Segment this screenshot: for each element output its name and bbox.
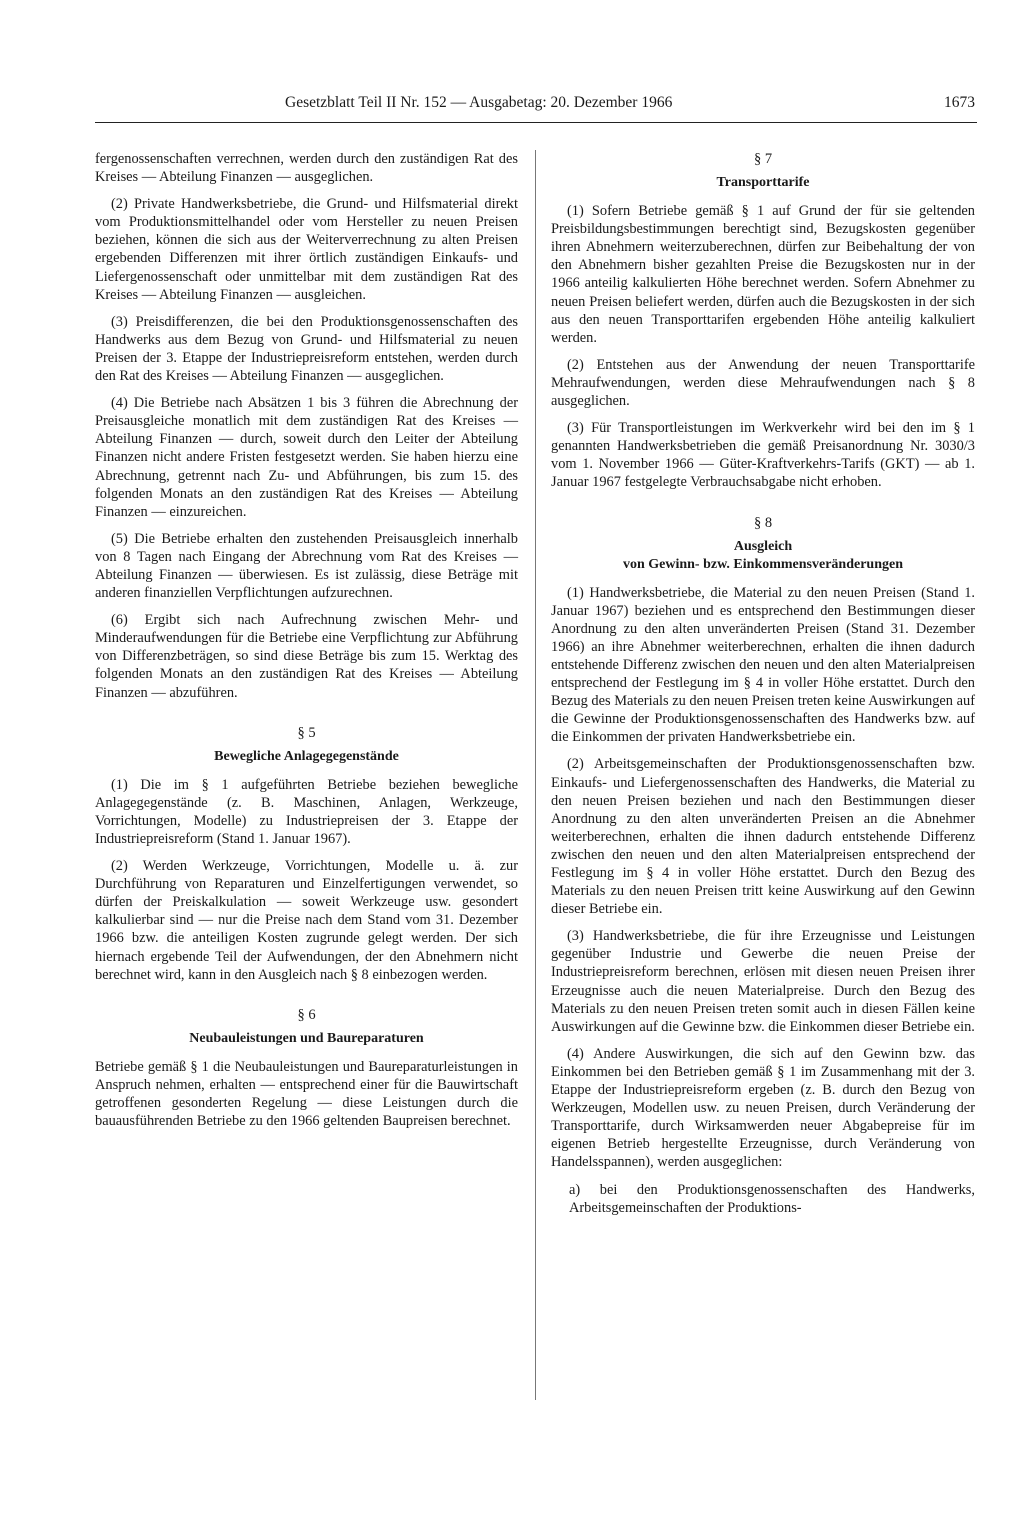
- paragraph: (5) Die Betriebe erhalten den zustehenden Preisausgleich innerhalb von 8 Tagen nach Eingang der Abrechnung vom Rat des Kreises — Abteilung Finanzen — überwiesen. Es ist zulässig, diese Beträge mit anderen finanziellen Verpflichtungen aufzurechnen.: [95, 530, 518, 602]
- section-title: Neubauleistungen und Baureparaturen: [189, 1030, 424, 1046]
- right-column: [551, 150, 975, 1217]
- list-item: a) bei den Produktionsgenossenschaften des Handwerks, Arbeitsgemeinschaften der Produktions-: [569, 1181, 975, 1216]
- section-number: § 5: [297, 724, 316, 741]
- section-title-line: Ausgleich: [733, 538, 793, 554]
- paragraph: (1) Die im § 1 aufgeführten Betriebe beziehen bewegliche Anlagegegenstände (z. B. Maschinen, Anlagen, Werkzeuge, Vorrichtungen, Modelle) zu Industriepreisen der 3. Etappe der Industriepreisreform (Stand 1. Januar 1967).: [95, 776, 518, 847]
- section-title: Transporttarife: [716, 175, 810, 191]
- paragraph: (2) Private Handwerksbetriebe, die Grund- und Hilfsmaterial direkt vom Produktionsmittelhandel oder vom Hersteller zu neuen Preisen beziehen, können die sich aus der Weiterverrechnung zu alten Preisen ergebenden Differenzen mit ihrer örtlich zuständigen Einkaufs- und Liefergenossenschaft oder unmittelbar mit dem zuständigen Rat des Kreises — Abteilung Finanzen — ausgleichen.: [95, 196, 518, 303]
- header-title: Gesetzblatt Teil II Nr. 152 — Ausgabetag: 20. Dezember 1966: [285, 94, 673, 111]
- section-title: Bewegliche Anlagegegenstände: [214, 748, 399, 764]
- left-column: [95, 150, 518, 1139]
- paragraph: (3) Preisdifferenzen, die bei den Produktionsgenossenschaften des Handwerks aus dem Bezug von Grund- und Hilfsmaterial zu neuen Preisen der 3. Etappe der Industriepreisreform entstehen, werden durch den Rat des Kreises — Abteilung Finanzen — ausgeglichen.: [95, 313, 518, 385]
- section-number: § 8: [753, 514, 773, 531]
- paragraph: (2) Werden Werkzeuge, Vorrichtungen, Modelle u. ä. zur Durchführung von Reparaturen und Einzelfertigungen verwendet, so dürfen der Preiskalkulation — soweit Werkzeuge usw. gesondert kalkulierbar sind — nur die Preise nach dem Stand vom 31. Dezember 1966 bzw. die anteiligen Kosten zugrunde gelegt werden. Der sich hiernach ergebende Teil der Aufwendungen, der den Abnehmern nicht berechnet wird, kann in den Ausgleich nach § 8 einbezogen werden.: [95, 858, 518, 983]
- section-title-line: von Gewinn- bzw. Einkommensveränderungen: [622, 556, 904, 572]
- paragraph: Betriebe gemäß § 1 die Neubauleistungen und Baureparaturleistungen in Anspruch nehmen, erhalten — entsprechend einer für die Bauwirtschaft getroffenen gesonderten Regelung — diese Leistungen durch die bauausführenden Betriebe zu den 1966 geltenden Baupreisen berechnet.: [95, 1058, 518, 1130]
- page-number: 1673: [944, 94, 975, 111]
- section-number: § 7: [753, 151, 773, 167]
- paragraph: (2) Entstehen aus der Anwendung der neuen Transporttarife Mehraufwendungen, werden diese Mehraufwendungen nach § 8 ausgeglichen.: [551, 356, 975, 410]
- paragraph-continued: fergenossenschaften verrechnen, werden durch den zuständigen Rat des Kreises — Abteilung Finanzen — ausgeglichen.: [95, 151, 518, 186]
- paragraph: (2) Arbeitsgemeinschaften der Produktionsgenossenschaften bzw. Einkaufs- und Liefergenossenschaften des Handwerks, die Material zu den neuen Preisen beziehen und nach den Bestimmungen dieser Anordnung zu den alten unveränderten Preisen an die Abnehmer weiterberechnen, erhalten die ihnen dadurch entstehende Differenz zwischen den neuen und den alten Materialpreisen entsprechend der Festlegung im § 4 in voller Höhe erstattet. Durch den Bezug des Materials zu den neuen Preisen tritt keine Auswirkung auf den Gewinn dieser Betriebe ein.: [551, 756, 975, 918]
- section-number: § 6: [297, 1006, 316, 1023]
- paragraph: (3) Für Transportleistungen im Werkverkehr wird bei den im § 1 genannten Handwerksbetrieben die gemäß Preisanordnung Nr. 3030/3 vom 1. November 1966 — Güter-Kraftverkehrs-Tarifs (GKT) — ab 1. Januar 1967 festgelegte Verbrauchsabgabe nicht erhoben.: [551, 420, 975, 491]
- paragraph: (3) Handwerksbetriebe, die für ihre Erzeugnisse und Leistungen gegenüber Industrie und Gewerbe die neuen Preise der Industriepreisreform berechnen, erlösen mit diesen neuen Preisen ihrer Erzeugnisse auch die neuen Materialpreise. Durch den Bezug des Materials zu den neuen Preisen treten somit auch in diesen Fällen keine Auswirkungen auf die Gewinne bzw. die Einkommen dieser Betriebe ein.: [551, 928, 975, 1035]
- paragraph: (4) Andere Auswirkungen, die sich auf den Gewinn bzw. das Einkommen bei den Betrieben gemäß § 1 im Zusammenhang mit der 3. Etappe der Industriepreisreform ergeben (z. B. durch den Bezug von Werkzeugen, Modellen usw. zu neuen Preisen, durch Veränderung der Transporttarife, durch Wirksamwerden neuer Abgabepreise für im eigenen Betrieb hergestellte Erzeugnisse, durch Veränderung von Handelsspannen), werden ausgeglichen:: [551, 1045, 975, 1171]
- paragraph: (6) Ergibt sich nach Aufrechnung zwischen Mehr- und Minderaufwendungen für die Betriebe eine Verpflichtung zur Abführung von Differenzbeträgen, so sind diese Beträge bis zum 15. Werktag des folgenden Monats an den zuständigen Rat des Kreises — Abteilung Finanzen — abzuführen.: [95, 612, 518, 701]
- paragraph: (4) Die Betriebe nach Absätzen 1 bis 3 führen die Abrechnung der Preisausgleiche monatlich mit dem zuständigen Rat des Kreises — Abteilung Finanzen — durch, soweit durch den Leiter der Abteilung Finanzen nicht andere Fristen festgesetzt werden. Sie haben hierzu eine Abrechnung, getrennt nach Zu- und Abführungen, bis zum 15. des folgenden Monats an den zuständigen Rat des Kreises — Abteilung Finanzen — einzureichen.: [95, 395, 518, 520]
- paragraph: (1) Handwerksbetriebe, die Material zu den neuen Preisen (Stand 1. Januar 1967) beziehen und es entsprechend den Bestimmungen dieser Anordnung zu den alten unveränderten Preisen (Stand 31. Dezember 1966) an ihre Abnehmer weiterberechnen, erhalten die ihnen dadurch entstehende Differenz zwischen den neuen und den alten Materialpreisen entsprechend der Festlegung im § 4 in voller Höhe erstattet. Durch den Bezug des Materials zu den neuen Preisen treten keine Auswirkungen auf die Gewinne der Produktionsgenossenschaften des Handwerks bzw. auf die Einkommen der privaten Handwerksbetriebe ein.: [551, 584, 975, 746]
- page-header: [95, 92, 977, 123]
- column-divider: [535, 150, 536, 1400]
- paragraph: (1) Sofern Betriebe gemäß § 1 auf Grund der für sie geltenden Preisbildungsbestimmungen berechtigt sind, Bezugskosten gegenüber ihren Abnehmern weiterzuberechnen, dürfen zur Beibehaltung der von den Abnehmern bisher gezahlten Preise die Bezugskosten nur in der 1966 anteilig kalkulierten Höhe berechnet werden. Sofern Abnehmer zu neuen Preisen beliefert werden, dürfen auch die Bezugskosten in der sich aus den neuen Transporttarifen ergebenden Höhe anteilig kalkuliert werden.: [551, 203, 975, 346]
- section-title: [551, 538, 975, 574]
